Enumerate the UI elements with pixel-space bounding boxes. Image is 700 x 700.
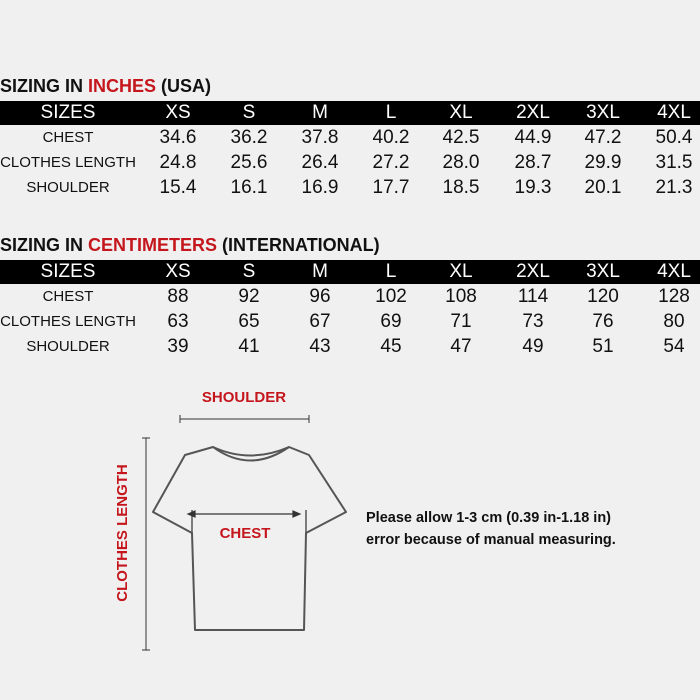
value-cell: 67 bbox=[309, 311, 331, 332]
value-cell: 24.8 bbox=[159, 152, 197, 173]
measurement-note bbox=[366, 507, 616, 551]
value-cell: 120 bbox=[587, 286, 619, 307]
row-label: CHEST bbox=[42, 288, 94, 305]
value-cell: 27.2 bbox=[372, 152, 410, 173]
shoulder-label: SHOULDER bbox=[201, 389, 287, 406]
value-cell: 37.8 bbox=[301, 127, 339, 148]
value-cell: 47 bbox=[450, 336, 472, 357]
row-label: CLOTHES LENGTH bbox=[0, 313, 136, 330]
size-header-l: L bbox=[385, 261, 397, 282]
centimeters-size-table bbox=[0, 260, 700, 359]
value-cell: 42.5 bbox=[442, 127, 480, 148]
sizes-header: SIZES bbox=[40, 102, 96, 123]
value-cell: 51 bbox=[592, 336, 614, 357]
value-cell: 15.4 bbox=[159, 177, 197, 198]
collar-line bbox=[213, 447, 289, 461]
size-header-4xl: 4XL bbox=[657, 261, 691, 282]
size-header-xl: XL bbox=[449, 102, 473, 123]
value-cell: 44.9 bbox=[514, 127, 552, 148]
size-header-3xl: 3XL bbox=[586, 102, 620, 123]
table-header-row bbox=[0, 260, 700, 284]
inches-section-title bbox=[0, 76, 211, 96]
centimeters-section-title bbox=[0, 235, 380, 255]
table-row bbox=[0, 175, 700, 200]
size-header-3xl: 3XL bbox=[586, 261, 620, 282]
size-header-2xl: 2XL bbox=[516, 102, 550, 123]
row-label: CLOTHES LENGTH bbox=[0, 154, 136, 171]
size-header-xl: XL bbox=[449, 261, 473, 282]
note-line-1: Please allow 1-3 cm (0.39 in-1.18 in) bbox=[366, 510, 611, 526]
table-row bbox=[0, 150, 700, 175]
table-row bbox=[0, 125, 700, 150]
sizes-header: SIZES bbox=[40, 261, 96, 282]
value-cell: 36.2 bbox=[230, 127, 268, 148]
value-cell: 26.4 bbox=[301, 152, 339, 173]
row-label: CHEST bbox=[42, 129, 94, 146]
shoulder-measure-line bbox=[180, 415, 309, 423]
table-header-row bbox=[0, 101, 700, 125]
size-header-m: M bbox=[312, 261, 328, 282]
value-cell: 34.6 bbox=[159, 127, 197, 148]
table-row bbox=[0, 284, 700, 309]
table-row bbox=[0, 309, 700, 334]
length-measure-line bbox=[142, 438, 150, 650]
value-cell: 21.3 bbox=[655, 177, 693, 198]
value-cell: 63 bbox=[167, 311, 189, 332]
value-cell: 40.2 bbox=[372, 127, 410, 148]
value-cell: 25.6 bbox=[230, 152, 268, 173]
value-cell: 31.5 bbox=[655, 152, 693, 173]
chest-measure-line bbox=[188, 511, 300, 517]
title-prefix: SIZING IN bbox=[0, 235, 89, 255]
size-header-m: M bbox=[312, 102, 328, 123]
size-header-xs: XS bbox=[165, 261, 191, 282]
value-cell: 39 bbox=[167, 336, 189, 357]
value-cell: 114 bbox=[517, 286, 549, 307]
row-label: SHOULDER bbox=[26, 338, 110, 355]
value-cell: 96 bbox=[309, 286, 331, 307]
value-cell: 80 bbox=[663, 311, 685, 332]
size-header-s: S bbox=[242, 102, 256, 123]
row-label: SHOULDER bbox=[26, 179, 110, 196]
value-cell: 128 bbox=[658, 286, 690, 307]
title-unit: CENTIMETERS bbox=[88, 235, 218, 255]
value-cell: 49 bbox=[522, 336, 544, 357]
value-cell: 16.9 bbox=[301, 177, 339, 198]
title-suffix: (INTERNATIONAL) bbox=[217, 235, 380, 255]
title-suffix: (USA) bbox=[156, 76, 212, 96]
inches-size-table bbox=[0, 101, 700, 200]
value-cell: 19.3 bbox=[514, 177, 552, 198]
value-cell: 20.1 bbox=[584, 177, 622, 198]
value-cell: 69 bbox=[380, 311, 402, 332]
value-cell: 28.0 bbox=[442, 152, 480, 173]
title-unit: INCHES bbox=[88, 76, 157, 96]
value-cell: 43 bbox=[309, 336, 331, 357]
value-cell: 54 bbox=[663, 336, 685, 357]
value-cell: 47.2 bbox=[584, 127, 622, 148]
size-header-4xl: 4XL bbox=[657, 102, 691, 123]
value-cell: 29.9 bbox=[584, 152, 622, 173]
value-cell: 45 bbox=[380, 336, 402, 357]
size-header-l: L bbox=[385, 102, 397, 123]
size-header-s: S bbox=[242, 261, 256, 282]
table-row bbox=[0, 334, 700, 359]
value-cell: 16.1 bbox=[230, 177, 268, 198]
value-cell: 17.7 bbox=[372, 177, 410, 198]
value-cell: 18.5 bbox=[442, 177, 480, 198]
value-cell: 108 bbox=[445, 286, 477, 307]
title-prefix: SIZING IN bbox=[0, 76, 89, 96]
value-cell: 76 bbox=[592, 311, 614, 332]
size-header-2xl: 2XL bbox=[516, 261, 550, 282]
chest-label: CHEST bbox=[219, 525, 271, 542]
note-line-2: error because of manual measuring. bbox=[366, 532, 616, 548]
size-header-xs: XS bbox=[165, 102, 191, 123]
value-cell: 92 bbox=[238, 286, 260, 307]
value-cell: 88 bbox=[167, 286, 189, 307]
value-cell: 50.4 bbox=[655, 127, 693, 148]
clothes-length-label: CLOTHES LENGTH bbox=[114, 464, 131, 602]
value-cell: 71 bbox=[450, 311, 472, 332]
value-cell: 41 bbox=[238, 336, 260, 357]
value-cell: 65 bbox=[238, 311, 260, 332]
value-cell: 102 bbox=[375, 286, 407, 307]
value-cell: 73 bbox=[522, 311, 544, 332]
value-cell: 28.7 bbox=[514, 152, 552, 173]
